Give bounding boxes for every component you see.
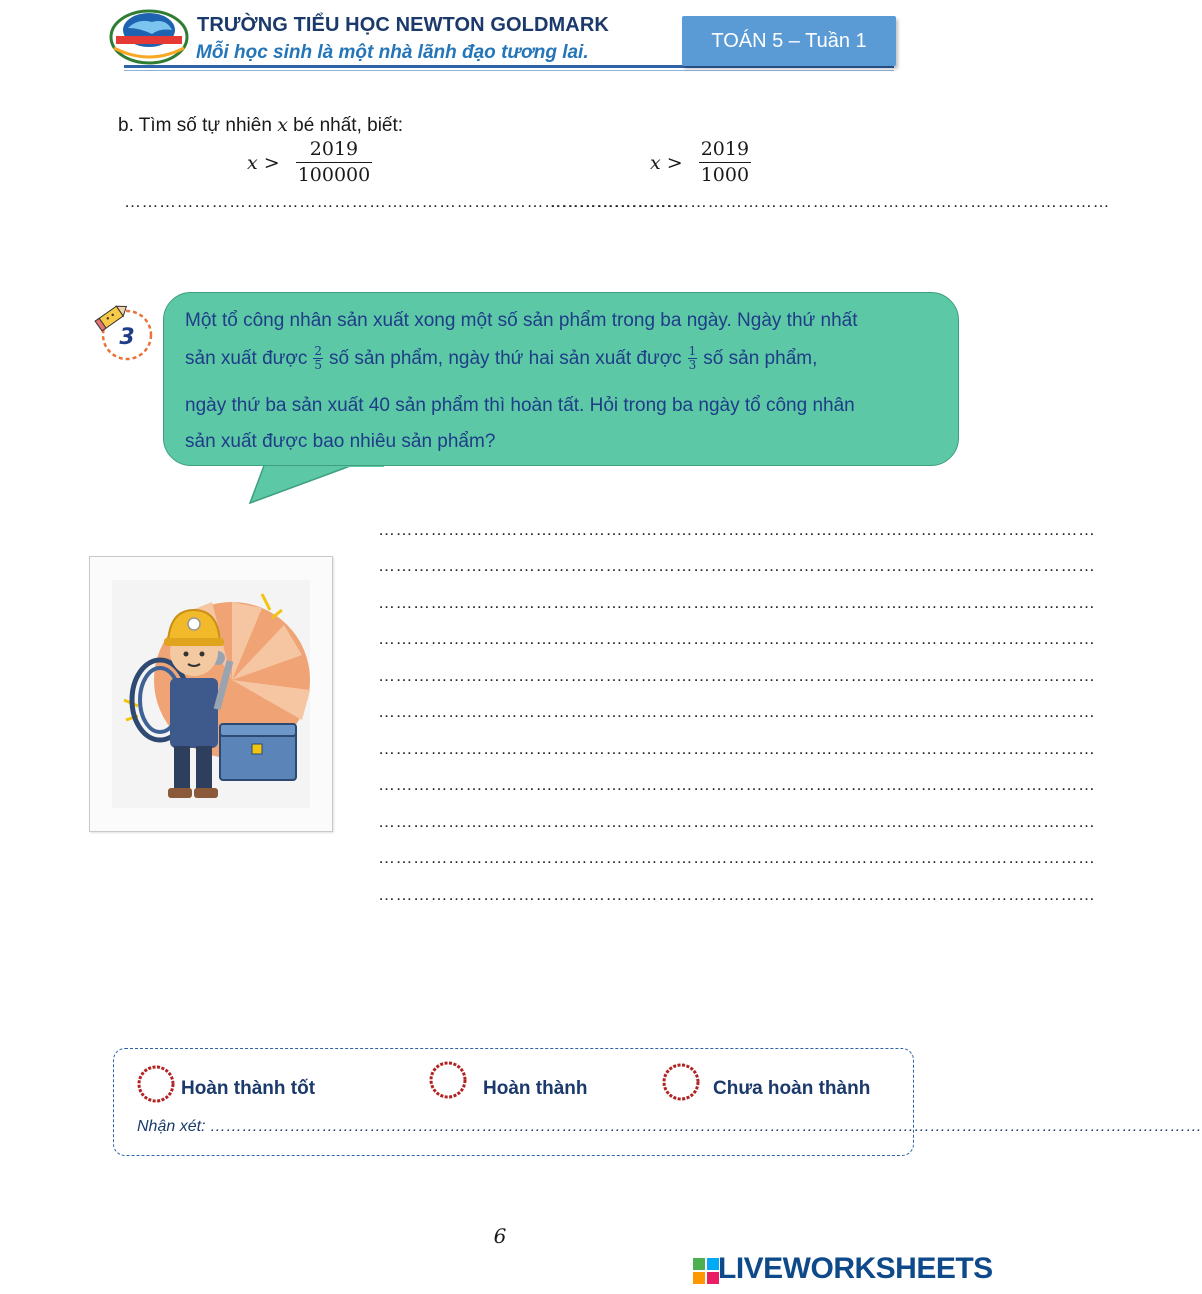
- comment-dots[interactable]: ……………………………………………………………………………………………………………………………………………………………………: [205, 1118, 1202, 1135]
- option-circle-good[interactable]: [136, 1064, 176, 1104]
- problem-line-4: sản xuất được bao nhiêu sản phẩm?: [185, 431, 496, 452]
- answer-line-b2[interactable]: ……………………………………………………………………………………: [550, 192, 1110, 211]
- part-b-prompt-end: bé nhất, biết:: [287, 115, 404, 136]
- problem-line-1: Một tổ công nhân sản xuất xong một số sản phẩm trong ba ngày. Ngày thứ nhất: [185, 310, 858, 331]
- fraction-two-fifths-num: 2: [314, 344, 322, 358]
- header-divider-thin: [124, 70, 894, 71]
- option-label-done: Hoàn thành: [483, 1078, 588, 1099]
- answer-line-9[interactable]: ……………………………………………………………………………………………………………: [378, 812, 1096, 831]
- problem-line-2-b: số sản phẩm, ngày thứ hai sản xuất được: [329, 347, 682, 369]
- problem-number: 3: [119, 325, 135, 350]
- page-number: 6: [493, 1224, 507, 1248]
- option-circle-done[interactable]: [428, 1060, 468, 1100]
- evaluation-box: [113, 1048, 914, 1156]
- answer-line-4[interactable]: ……………………………………………………………………………………………………………: [378, 629, 1096, 648]
- subject-week-tab: TOÁN 5 – Tuần 1: [682, 16, 896, 66]
- school-motto: Mỗi học sinh là một nhà lãnh đạo tương lai.: [196, 42, 589, 63]
- problem-number-badge: [94, 302, 156, 364]
- fraction-two-fifths: [313, 345, 323, 372]
- fraction-one-third: [688, 345, 698, 372]
- comment-line[interactable]: [137, 1118, 1202, 1136]
- worker-illustration: [112, 580, 310, 808]
- inequality-1-lhs: x >: [247, 151, 280, 174]
- liveworksheets-logo-icon: [693, 1258, 719, 1284]
- fraction-1: [296, 140, 373, 185]
- fraction-one-third-num: 1: [688, 344, 697, 358]
- problem-line-2: [185, 345, 817, 372]
- school-logo: [108, 8, 190, 66]
- problem-line-2-a: sản xuất được: [185, 347, 308, 369]
- answer-line-8[interactable]: ……………………………………………………………………………………………………………: [378, 775, 1096, 794]
- answer-line-7[interactable]: ……………………………………………………………………………………………………………: [378, 739, 1096, 758]
- problem-line-3: ngày thứ ba sản xuất 40 sản phẩm thì hoàn tất. Hỏi trong ba ngày tổ công nhân: [185, 395, 855, 416]
- option-label-not-done: Chưa hoàn thành: [713, 1078, 871, 1099]
- part-b-prompt-start: Tìm số tự nhiên: [138, 115, 278, 136]
- comment-label: Nhận xét:: [137, 1118, 206, 1135]
- liveworksheets-brand: LIVEWORKSHEETS: [718, 1252, 993, 1285]
- fraction-2: [699, 140, 751, 185]
- answer-line-5[interactable]: ……………………………………………………………………………………………………………: [378, 666, 1096, 685]
- answer-line-b1[interactable]: ……………………………………………………………………………………: [124, 192, 684, 211]
- inequality-1: [247, 140, 372, 185]
- part-b-label: b.: [118, 115, 134, 136]
- answer-line-2[interactable]: ……………………………………………………………………………………………………………: [378, 556, 1096, 575]
- fraction-one-third-den: 3: [688, 358, 697, 373]
- answer-line-6[interactable]: ……………………………………………………………………………………………………………: [378, 702, 1096, 721]
- school-name: TRƯỜNG TIỂU HỌC NEWTON GOLDMARK: [197, 14, 609, 36]
- answer-line-10[interactable]: ……………………………………………………………………………………………………………: [378, 848, 1096, 867]
- answer-line-1[interactable]: ……………………………………………………………………………………………………………: [378, 520, 1096, 539]
- answer-line-11[interactable]: ……………………………………………………………………………………………………………: [378, 885, 1096, 904]
- fraction-1-denominator: 100000: [297, 164, 371, 186]
- part-b-prompt: [118, 114, 403, 137]
- fraction-2-denominator: 1000: [700, 164, 750, 186]
- fraction-2-numerator: 2019: [700, 138, 750, 160]
- fraction-two-fifths-den: 5: [314, 358, 322, 373]
- fraction-1-numerator: 2019: [309, 138, 359, 160]
- variable-x: x: [277, 114, 288, 136]
- problem-line-2-c: số sản phẩm,: [703, 347, 818, 369]
- inequality-2-lhs: x >: [650, 151, 683, 174]
- inequality-2: [650, 140, 751, 185]
- answer-line-3[interactable]: ……………………………………………………………………………………………………………: [378, 593, 1096, 612]
- option-label-good: Hoàn thành tốt: [181, 1078, 316, 1099]
- option-circle-not-done[interactable]: [661, 1062, 701, 1102]
